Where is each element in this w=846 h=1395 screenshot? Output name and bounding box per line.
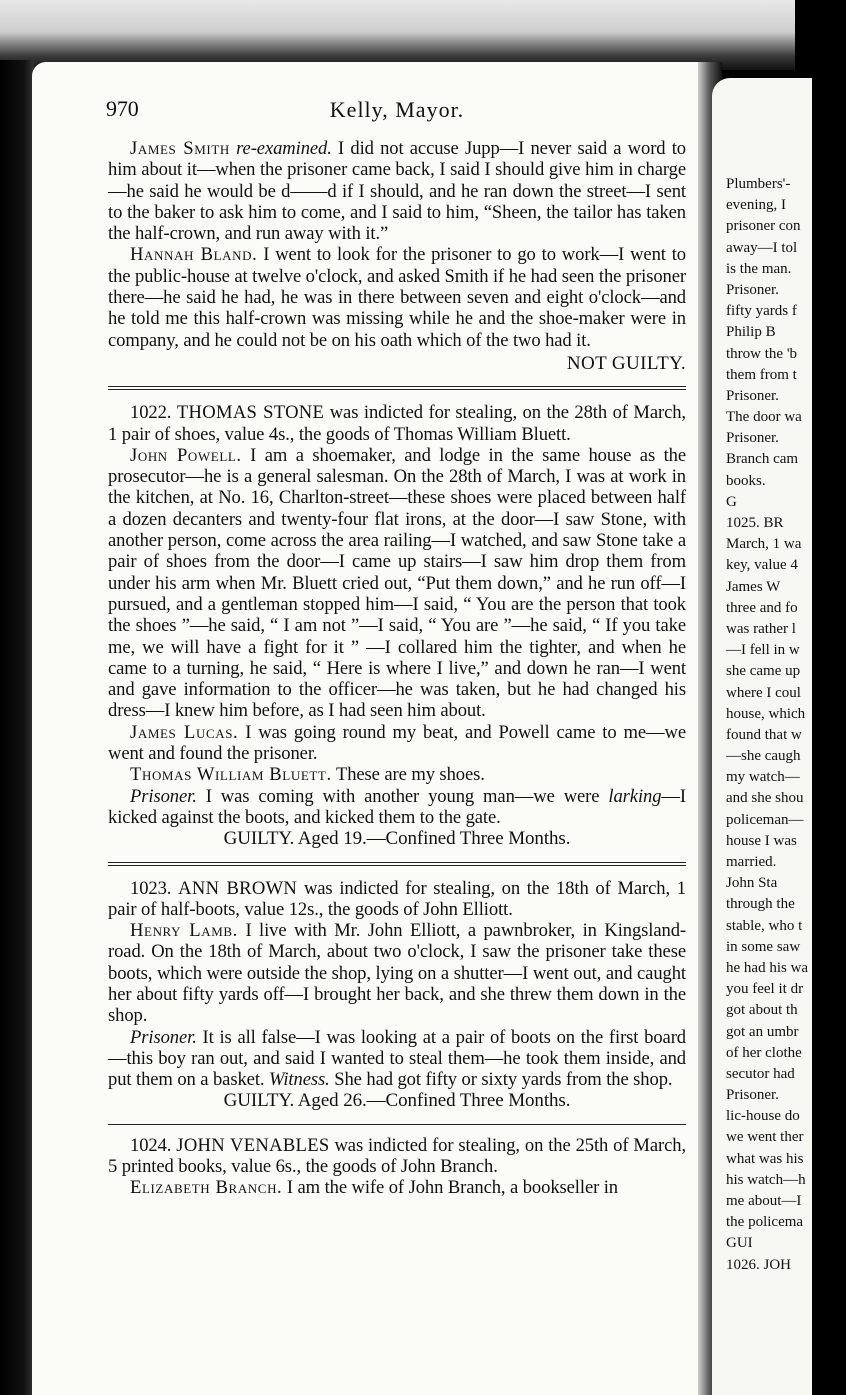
speaker-name: Prisoner. xyxy=(130,785,197,807)
adjacent-line: 1026. JOH xyxy=(726,1256,792,1273)
testimony-text: I was going round my beat, and Powell came to me—we went and found the prisoner. xyxy=(108,721,686,765)
adjacent-line: was rather l xyxy=(726,620,796,637)
testimony-text: I am the wife of John Branch, a bookseller in xyxy=(286,1177,618,1199)
testimony-text: She had got fifty or sixty yards from the shop. xyxy=(334,1069,673,1091)
testimony-paragraph xyxy=(108,920,686,1026)
divider xyxy=(108,862,686,863)
adjacent-line: —she caugh xyxy=(726,748,801,765)
adjacent-line: Branch cam xyxy=(726,451,799,468)
adjacent-line: his watch—h xyxy=(726,1171,806,1188)
adjacent-line: evening, I xyxy=(726,197,786,214)
verdict: GUILTY. Aged 26.—Confined Three Months. xyxy=(223,1090,571,1112)
adjacent-line: prisoner con xyxy=(726,218,801,235)
testimony-paragraph xyxy=(108,445,686,722)
adjacent-line: 1025. BR xyxy=(726,515,784,531)
adjacent-line: away—I tol xyxy=(726,239,798,256)
adjacent-line: is the man. xyxy=(726,260,792,277)
verdict: NOT GUILTY. xyxy=(566,352,686,374)
adjacent-line: —I fell in w xyxy=(726,642,800,659)
speaker-name: James Lucas. xyxy=(130,721,239,743)
adjacent-line: what was his xyxy=(726,1150,804,1167)
adjacent-line: Prisoner. xyxy=(726,387,779,404)
adjacent-line: you feel it dr xyxy=(726,981,804,998)
defendant-name: JOHN VENABLES xyxy=(176,1134,330,1156)
testimony-paragraph xyxy=(108,722,686,765)
adjacent-line: fifty yards f xyxy=(726,303,797,320)
book-binding xyxy=(0,60,34,1395)
divider xyxy=(108,1124,686,1125)
adjacent-line: my watch— xyxy=(726,769,800,786)
adjacent-line: house, which xyxy=(726,705,806,722)
adjacent-line: the policema xyxy=(726,1214,804,1231)
speaker-name: Hannah Bland. xyxy=(130,244,258,266)
adjacent-line: lic-house do xyxy=(726,1108,800,1125)
speaker-name: Elizabeth Branch. xyxy=(130,1177,283,1199)
testimony-paragraph xyxy=(108,244,686,350)
adjacent-line: she came up xyxy=(726,663,801,680)
adjacent-line: and she shou xyxy=(726,790,804,807)
adjacent-line: secutor had xyxy=(726,1065,795,1082)
book-top-edge xyxy=(0,0,795,70)
adjacent-line: of her clothe xyxy=(726,1044,802,1061)
divider xyxy=(108,865,686,866)
testimony-paragraph xyxy=(108,1177,686,1198)
case-heading xyxy=(108,402,686,445)
emphasis-text: larking xyxy=(608,785,662,807)
adjacent-line: Prisoner. xyxy=(726,430,779,447)
testimony-text: It is all false—I was looking at a pair of boots on the first board—this boy ran out, and said I wanted to steal them—he took them inside, and put them on a basket. xyxy=(108,1026,686,1091)
adjacent-line: got an umbr xyxy=(726,1023,799,1040)
adjacent-line: me about—I xyxy=(726,1193,802,1209)
defendant-name: ANN BROWN xyxy=(178,877,298,899)
speaker-name: Henry Lamb. xyxy=(130,920,238,942)
divider xyxy=(108,389,686,390)
verdict: GUILTY. Aged 19.—Confined Three Months. xyxy=(223,828,571,850)
left-page xyxy=(32,62,710,1395)
speaker-name: John Powell. xyxy=(130,444,242,466)
adjacent-line: The door wa xyxy=(726,409,802,426)
speaker-name: Thomas William Bluett. xyxy=(130,764,332,786)
running-head: Kelly, Mayor. xyxy=(329,97,465,122)
speaker-name: James Smith xyxy=(130,138,230,159)
testimony-text: I was coming with another young man—we were xyxy=(205,785,600,807)
page-header xyxy=(108,98,686,138)
case-number: 1022. xyxy=(130,402,172,424)
adjacent-line: Prisoner. xyxy=(726,1087,779,1104)
adjacent-line: James W xyxy=(726,578,781,595)
defendant-name: THOMAS STONE xyxy=(176,402,325,424)
witness-label: Witness. xyxy=(269,1069,330,1091)
adjacent-line: key, value 4 xyxy=(726,557,798,574)
adjacent-line: he had his wa xyxy=(726,959,809,976)
adjacent-line: G xyxy=(726,493,737,510)
right-page-edge xyxy=(712,78,812,1395)
adjacent-line: we went ther xyxy=(726,1129,804,1146)
testimony-text: These are my shoes. xyxy=(335,764,485,786)
adjacent-line: John Sta xyxy=(726,875,778,892)
testimony-text: I live with Mr. John Elliott, a pawnbroker, in Kingsland-road. On the 18th of March, about two o'clock, I saw the prisoner take these boots, which were outside the shop, lying on a shutter—I went out, and caught her about fifty yards off—I brought her back, and she threw them down in the shop. xyxy=(108,920,686,1027)
adjacent-line: policeman— xyxy=(726,811,804,828)
adjacent-line: where I coul xyxy=(726,684,801,701)
case-number: 1023. xyxy=(130,877,172,899)
adjacent-line: three and fo xyxy=(726,599,798,616)
adjacent-line: March, 1 wa xyxy=(726,536,802,553)
adjacent-line: Plumbers'- xyxy=(726,176,791,192)
adjacent-line: stable, who t xyxy=(726,917,803,934)
adjacent-line: house I was xyxy=(726,832,797,849)
adjacent-line: found that w xyxy=(726,726,802,743)
adjacent-line: married. xyxy=(726,854,777,870)
testimony-text: —I kicked against the boots, and kicked them to the gate. xyxy=(108,785,686,828)
charge-text: was indicted for stealing, on the 18th of March, 1 pair of half-boots, value 12s., the goods of John Elliott. xyxy=(108,877,686,920)
adjacent-line: Philip B xyxy=(726,324,776,341)
case-number: 1024. xyxy=(130,1134,172,1156)
adjacent-line: books. xyxy=(726,472,766,489)
divider xyxy=(108,386,686,387)
case-heading xyxy=(108,878,686,921)
testimony-paragraph xyxy=(108,764,686,785)
testimony-text: I am a shoemaker, and lodge in the same house as the prosecutor—he is a general salesman. On the 28th of March, I was at work in the kitchen, at No. 16, Charlton-street—these shoes were placed between half a dozen decanters and twenty-four flat irons, at the door—I saw Stone, with another person, come across the area railing—I watched, and saw Stone take a pair of shoes from the door—I came up stairs—I saw him drop them from under his arm when Mr. Bluett cried out, “Put them down,” and he run off—I pursued, and a gentleman stopped him—I said, “ You are the person that took the shoes ”—he said, “ I am not ”—I said, “ You are ”—he said, “ If you take me, we will have a fight for it ” —I collared him the tighter, and when he came to a turning, he said, “ Here is where I live,” and down he ran—I went and gave information to the officer—he was taken, but he had changed his dress—I knew him before, as I had seen him about. xyxy=(108,444,686,722)
adjacent-line: throw the 'b xyxy=(726,345,798,362)
testimony-text: I did not accuse Jupp—I never said a word to him about it—when the prisoner came back, I said I should give him in charge—he said he would be d——d if I should, and he ran down the street—I sent to the baker to ask him to come, and I said to him, “Sheen, the tailor has taken the half-crown, and run away with it.” xyxy=(108,138,686,245)
page-number: 970 xyxy=(106,96,139,121)
speaker-note: re-examined. xyxy=(236,138,332,159)
testimony-paragraph xyxy=(108,138,686,244)
testimony-text: I went to look for the prisoner to go to work—I went to the public-house at twelve o'clock, and asked Smith if he had seen the prisoner there—he said he had, he was in there between seven and eight o'clock—and he told me this half-crown was missing while he and the shoe-maker were in company, and he could not be on his oath which of the two had it. xyxy=(108,244,686,351)
testimony-paragraph xyxy=(108,786,686,829)
adjacent-line: in some saw xyxy=(726,938,801,955)
adjacent-line: Prisoner. xyxy=(726,281,779,298)
case-heading xyxy=(108,1135,686,1178)
adjacent-line: through the xyxy=(726,896,795,913)
charge-text: was indicted for stealing, on the 25th of March, 5 printed books, value 6s., the goods of John Branch. xyxy=(108,1134,686,1178)
testimony-paragraph xyxy=(108,1027,686,1091)
adjacent-line: GUI xyxy=(726,1235,753,1252)
adjacent-page-text xyxy=(726,174,846,1276)
adjacent-line: them from t xyxy=(726,366,797,383)
page-content xyxy=(108,98,686,1199)
speaker-name: Prisoner. xyxy=(130,1026,197,1048)
adjacent-line: got about th xyxy=(726,1002,798,1019)
charge-text: was indicted for stealing, on the 28th of March, 1 pair of shoes, value 4s., the goods of Thomas William Bluett. xyxy=(108,402,686,445)
